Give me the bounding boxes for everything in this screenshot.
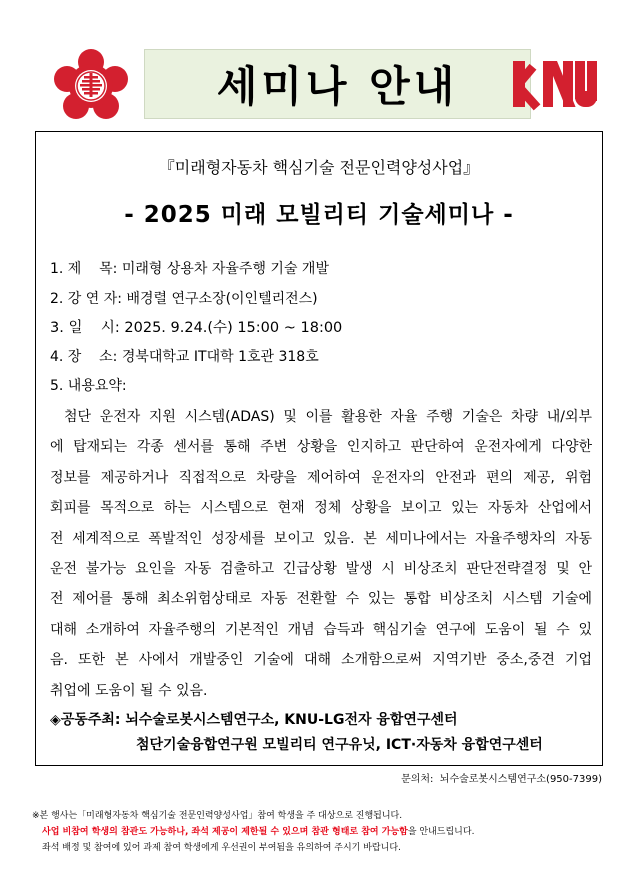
info-topic — [50, 258, 329, 278]
seminar-title: - 2025 미래 모빌리티 기술세미나 - — [124, 202, 514, 228]
info-summary-label: 5. 내용요약: — [50, 378, 127, 394]
contact-info: 문의처: 뇌수술로봇시스템연구소(950-7399) — [401, 774, 602, 785]
university-emblem-icon — [53, 49, 129, 119]
summary-line: 전 세계적으로 폭발적인 성장세를 보이고 있음. 본 세미나에서는 자율주행차의 자동 — [50, 530, 592, 547]
info-date-label: 3. 일 시: — [50, 320, 120, 336]
info-speaker-label: 2. 강 연 자: — [50, 291, 122, 307]
cohost-orgs-1: 뇌수술로봇시스템연구소, KNU-LG전자 융합연구센터 — [125, 712, 458, 728]
summary-line: 취업에 도움이 될 수 있음. — [50, 682, 208, 699]
cohost-line-1 — [50, 709, 458, 729]
summary-line: 첨단 운전자 지원 시스템(ADAS) 및 이를 활용한 자율 주행 기술은 차량 내/외부 — [64, 409, 592, 425]
summary-line: 대해 소개하여 자율주행의 기본적인 개념 습득과 핵심기술 연구에 도움이 될 수 있 — [50, 621, 592, 638]
info-place — [50, 346, 319, 366]
knu-logo — [513, 61, 597, 107]
note-line-2-tail: 을 안내드립니다. — [407, 827, 475, 837]
info-place-label: 4. 장 소: — [50, 349, 118, 365]
cohost-label: ◈공동주최: — [50, 712, 121, 728]
note-line-3: 좌석 배정 및 참여에 있어 과제 참여 학생에게 우선권이 부여됨을 유의하여 주시기 바랍니다. — [42, 843, 401, 853]
info-place-value: 경북대학교 IT대학 1호관 318호 — [121, 349, 319, 365]
summary-line: 운전 불가능 요인을 자동 검출하고 긴급상황 발생 시 비상조치 판단전략결정 및 안 — [50, 561, 592, 578]
page-title: 세미나 안내 — [144, 49, 531, 119]
note-warning: 사업 비참여 학생의 참관도 가능하나, 좌석 제공이 제한될 수 있으며 참관 형태로 참여 가능함 — [42, 827, 408, 837]
info-date-value: 2025. 9.24.(수) 15:00 ~ 18:00 — [124, 320, 343, 336]
header — [35, 37, 603, 132]
note-line-1: ※본 행사는「미래형자동차 핵심기술 전문인력양성사업」참여 학생을 주 대상으로 진행됩니다. — [32, 811, 403, 821]
program-subtitle: 『미래형자동차 핵심기술 전문인력양성사업』 — [158, 158, 480, 177]
info-speaker — [50, 288, 318, 308]
summary-line: 전 제어를 통해 최소위험상태로 자동 전환할 수 있는 통합 비상조치 시스템 기술에 — [50, 591, 592, 608]
summary-line: 음. 또한 본 사에서 개발중인 기술에 대해 소개함으로써 지역기반 중소,중견 기업 — [50, 652, 592, 669]
note-line-2 — [42, 824, 474, 837]
info-date — [50, 316, 342, 337]
summary-line: 회피를 목적으로 하는 시스템으로 현재 정체 상황을 보이고 있는 자동차 산업에서 — [50, 500, 592, 517]
summary-line: 에 탑재되는 각종 센서를 통해 주변 상황을 인지하고 판단하여 운전자에게 다양한 — [50, 439, 592, 456]
summary-line: 정보를 제공하거나 직접적으로 차량을 제어하여 운전자의 안전과 편의 제공, 위험 — [50, 469, 592, 486]
info-topic-value: 미래형 상용차 자율주행 기술 개발 — [121, 261, 329, 277]
cohost-orgs-2: 첨단기술융합연구원 모빌리티 연구유닛, ICT·자동차 융합연구센터 — [136, 737, 543, 753]
summary-text — [50, 402, 592, 706]
info-speaker-value: 배경렬 연구소장(이인텔리전스) — [126, 291, 318, 307]
info-topic-label: 1. 제 목: — [50, 261, 118, 277]
